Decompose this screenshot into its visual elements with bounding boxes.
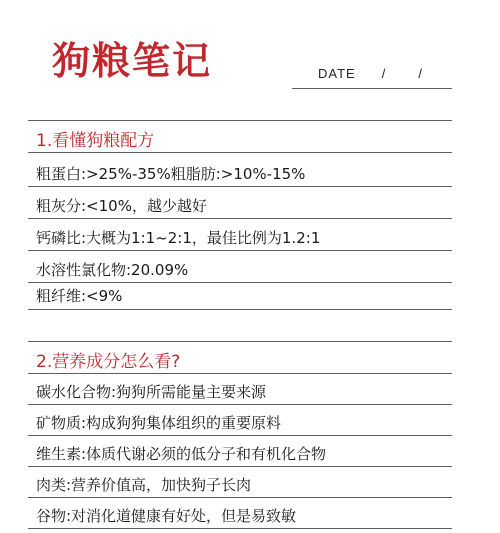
ruled-line [28,120,452,121]
page-title: 狗粮笔记 [52,38,213,83]
section-1-line-1: 粗蛋白:>25%-35%粗脂肪:>10%-15% [36,165,306,183]
ruled-line [28,341,452,342]
section-2-line-1: 碳水化合物:狗狗所需能量主要来源 [36,383,267,401]
section-2-line-2: 矿物质:构成狗狗集体组织的重要原料 [36,414,282,432]
ruled-line [28,282,452,283]
section-2-line-4: 肉类:营养价值高，加快狗子长肉 [36,476,252,494]
date-field [318,66,423,81]
ruled-line [28,528,452,529]
section-2-heading: 2.营养成分怎么看? [36,352,181,372]
ruled-line [28,404,452,405]
ruled-line [28,497,452,498]
ruled-line [28,309,452,310]
ruled-line [28,466,452,467]
ruled-line [28,373,452,374]
section-1-line-5: 粗纤维:<9% [36,287,123,305]
date-separator-2: / [418,66,423,81]
ruled-line [28,186,452,187]
date-label: DATE [318,66,356,81]
ruled-line [28,435,452,436]
ruled-line [28,218,452,219]
date-separator-1: / [381,66,387,81]
section-1-heading: 1.看懂狗粮配方 [36,131,155,151]
section-2-line-5: 谷物:对消化道健康有好处，但是易致敏 [36,507,297,525]
ruled-line [28,250,452,251]
section-1-line-2: 粗灰分:<10%，越少越好 [36,197,207,215]
section-1-line-3: 钙磷比:大概为1:1~2:1，最佳比例为1.2:1 [36,229,321,247]
date-rule [292,88,452,89]
section-2-line-3: 维生素:体质代谢必须的低分子和有机化合物 [36,445,327,463]
section-1-line-4: 水溶性氯化物:20.09% [36,261,189,279]
ruled-line [28,152,452,153]
